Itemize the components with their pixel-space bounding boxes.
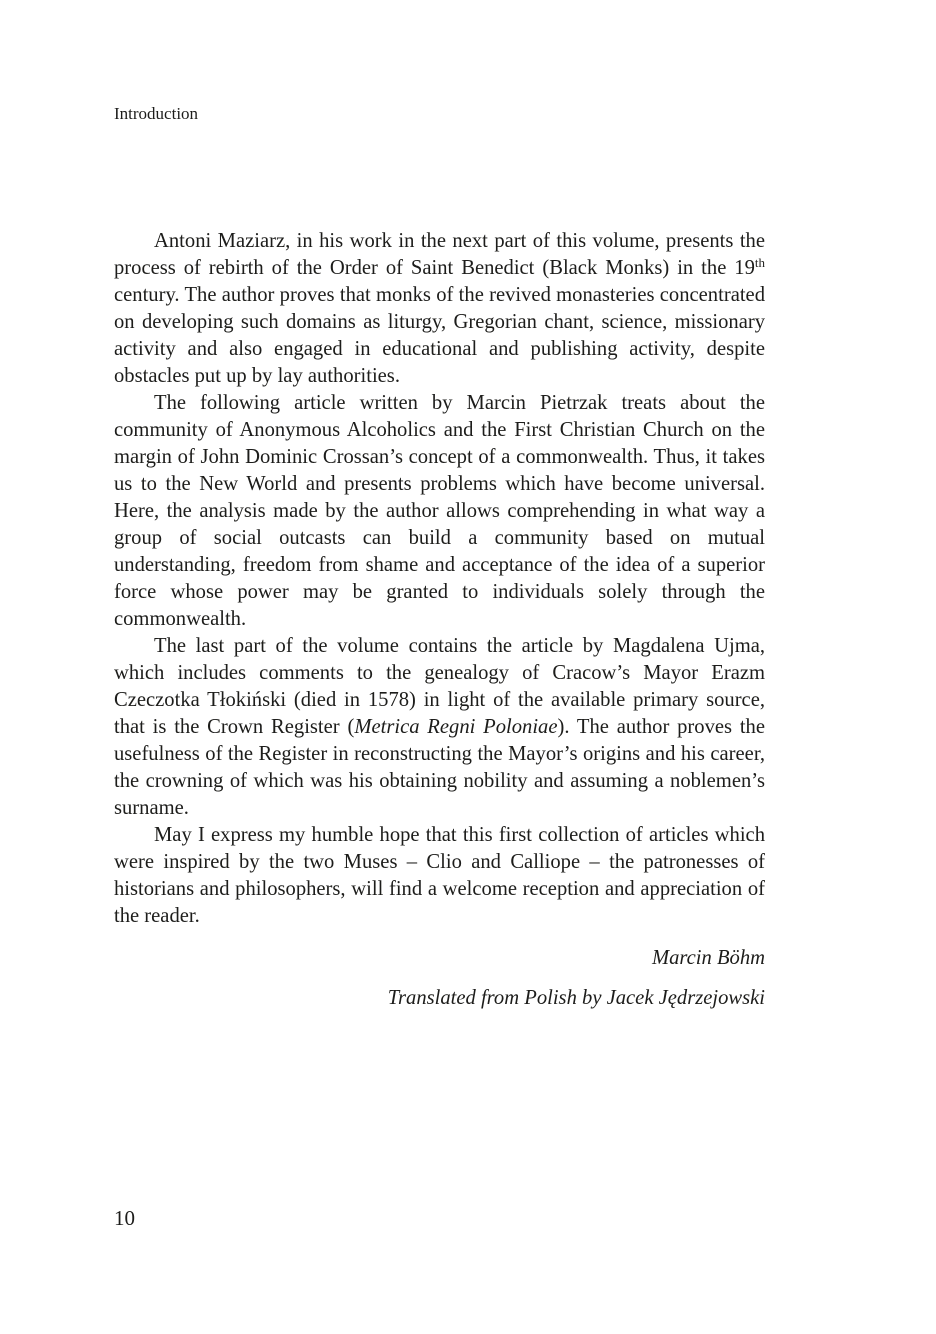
body-text bbox=[114, 228, 765, 930]
paragraph-3 bbox=[114, 633, 765, 822]
ordinal-suffix: th bbox=[754, 255, 765, 270]
paragraph-2: The following article written by Marcin Pietrzak treats about the community of Anonymous Alcoholics and the First Christian Church on the margin of John Dominic Crossan’s concept of a commonwealth. Thus, it takes us to the New World and presents problems which have become universal. Here, the analysis made by the author allows comprehending in what way a group of social outcasts can build a community based on mutual understanding, freedom from shame and acceptance of the idea of a superior force whose power may be granted to individuals solely through the commonwealth. bbox=[114, 392, 765, 630]
translator-credit: Translated from Polish by Jacek Jędrzejowski bbox=[387, 987, 765, 1009]
source-title: Metrica Regni Poloniae bbox=[354, 716, 558, 738]
paragraph-4: May I express my humble hope that this first collection of articles which were inspired by the two Muses – Clio and Calliope – the patronesses of historians and philosophers, will find a welcome reception and appreciation of the reader. bbox=[114, 824, 765, 927]
paragraph-3-text-b: ). The author proves the usefulness of the Register in reconstructing the Mayor’s origins and his career, the crowning of which was his obtaining nobility and assuming a noblemen’s surname. bbox=[114, 716, 765, 819]
author-signature: Marcin Böhm bbox=[651, 947, 765, 969]
paragraph-3-text-a: The last part of the volume contains the article by Magdalena Ujma, which includes comments to the genealogy of Cracow’s Mayor Erazm Czeczotka Tłokiński (died in 1578) in light of the available primary source, that is the Crown Register ( bbox=[114, 635, 765, 738]
paragraph-1-text-a: Antoni Maziarz, in his work in the next part of this volume, presents the process of rebirth of the Order of Saint Benedict (Black Monks) in the 19 bbox=[114, 230, 765, 279]
paragraph-1 bbox=[114, 228, 765, 390]
running-head: Introduction bbox=[114, 104, 199, 123]
paragraph-1-text-b: century. The author proves that monks of the revived monasteries concentrated on developing such domains as liturgy, Gregorian chant, science, missionary activity and also engaged in educational and publishing activity, despite obstacles put up by lay authorities. bbox=[114, 284, 765, 387]
page-number: 10 bbox=[114, 1206, 135, 1230]
